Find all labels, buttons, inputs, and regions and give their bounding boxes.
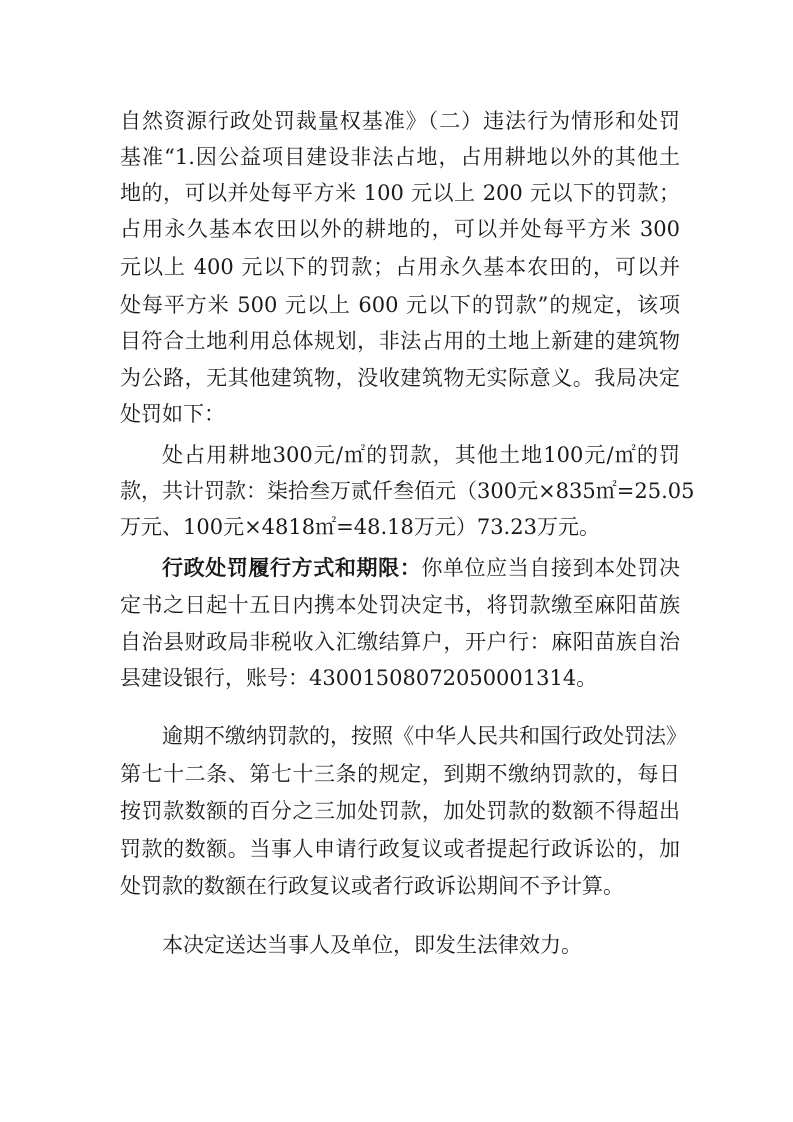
text-line: 定书之日起十五日内携本处罚决定书，将罚款缴至麻阳苗族: [120, 593, 680, 617]
text-line: 第七十二条、第七十三条的规定，到期不缴纳罚款的，每日: [120, 762, 680, 786]
text-line: 万元、100元×4818㎡=48.18万元）73.23万元。: [120, 515, 600, 539]
text-line: 县建设银行，账号：43001508072050001314。: [120, 666, 598, 690]
text-line: 元以上 400 元以下的罚款；占用永久基本农田的，可以并: [120, 255, 680, 279]
text-line: 款，共计罚款：柒拾叁万贰仟叁佰元（300元×835㎡=25.05: [120, 479, 695, 503]
text-line: 本决定送达当事人及单位，即发生法律效力。: [162, 933, 582, 957]
text-line: 处占用耕地300元/㎡的罚款，其他土地100元/㎡的罚: [162, 443, 680, 467]
text-line: 罚款的数额。当事人申请行政复议或者提起行政诉讼的，加: [120, 837, 680, 861]
text-line: 地的，可以并处每平方米 100 元以上 200 元以下的罚款；: [120, 181, 680, 205]
text-line: 自然资源行政处罚裁量权基准》（二）违法行为情形和处罚: [120, 109, 680, 133]
text-line: 为公路，无其他建筑物，没收建筑物无实际意义。我局决定: [120, 366, 680, 390]
text-line: 处每平方米 500 元以上 600 元以下的罚款”的规定，该项: [120, 293, 680, 317]
payment-text: 你单位应当自接到本处罚决: [421, 556, 681, 580]
text-line: 占用永久基本农田以外的耕地的，可以并处每平方米 300: [120, 217, 680, 241]
payment-heading: 行政处罚履行方式和期限：: [162, 555, 422, 580]
text-line: 处罚款的数额在行政复议或者行政诉讼期间不予计算。: [120, 874, 624, 898]
text-line: 按罚款数额的百分之三加处罚款，加处罚款的数额不得超出: [120, 799, 680, 823]
text-line: 处罚如下：: [120, 402, 225, 426]
text-line: [162, 554, 680, 582]
text-line: 自治县财政局非税收入汇缴结算户，开户行：麻阳苗族自治: [120, 630, 680, 654]
text-line: 目符合土地利用总体规划，非法占用的土地上新建的建筑物: [120, 329, 680, 353]
text-line: 逾期不缴纳罚款的，按照《中华人民共和国行政处罚法》: [162, 724, 687, 748]
text-line: 基准“1.因公益项目建设非法占地，占用耕地以外的其他土: [120, 145, 680, 169]
